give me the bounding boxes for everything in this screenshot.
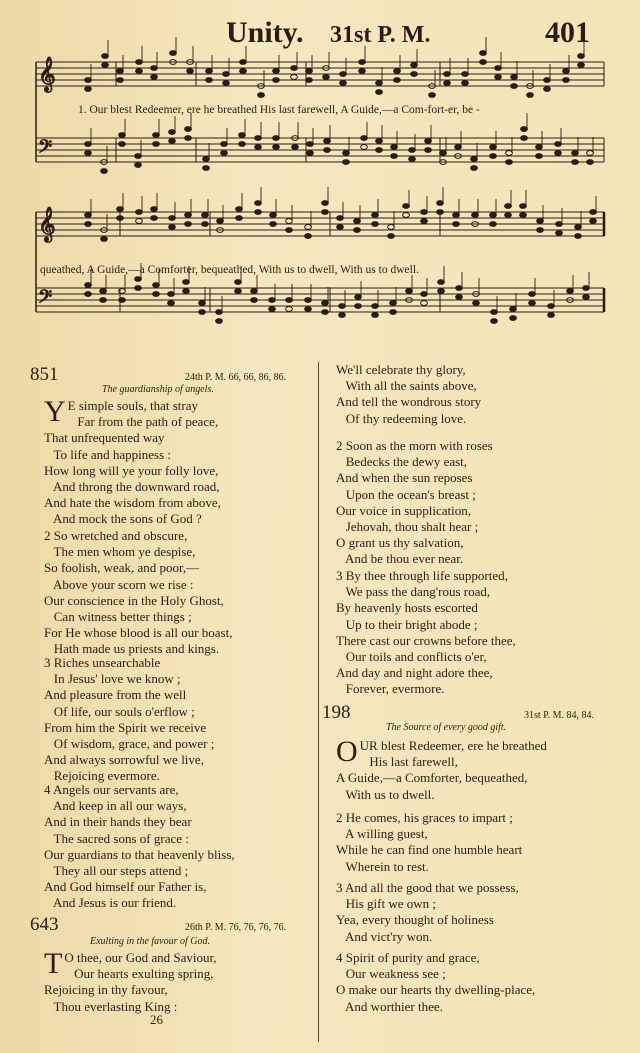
hymn-851-verse-1: Y E simple souls, that stray Far from the path of peace, That unfrequented way To life and happiness : How long will ye your folly love, And throng the downward road, And hate the wisdom from above, And mock the sons of God ? (44, 395, 221, 527)
hymn-subtitle-851: The guardianship of angels. (102, 384, 214, 395)
hymn-meter-643: 26th P. M. 76, 76, 76, 76. (185, 922, 287, 933)
hymn-643-verse-3: 3 By thee through life supported, We pass the dang'rous road, By heavenly hosts escorted Up to their bright abode ; There cast our crowns before thee, Our toils and conflicts o'er, And day and night adore thee, Forever, evermore. (336, 568, 516, 697)
hymn-198-verse-2: 2 He comes, his graces to impart ; A willing guest, While he can find one humble heart Wherein to rest. (336, 810, 523, 874)
hymn-643-continued: We'll celebrate thy glory, With all the saints above, And tell the wondrous story Of thy redeeming love. (336, 362, 482, 426)
svg-text:𝄢: 𝄢 (38, 287, 53, 312)
hymn-643-verse-1: T O thee, our God and Saviour, Our hearts exulting spring, Rejoicing in thy favour, Thou everlasting King : (44, 947, 217, 1014)
tune-meter: 31st P. M. (330, 22, 431, 48)
dropcap: O (336, 735, 358, 768)
hymn-851-verse-2: 2 So wretched and obscure, The men whom ye despise, So foolish, weak, and poor,— Above your scorn we rise : Our conscience in the Holy Ghost, Can witness better things ; For He whose blood is all our boast, Hath made us priests and kings. (44, 528, 233, 657)
hymn-subtitle-643: Exulting in the favour of God. (90, 936, 210, 947)
hymn-198-verse-1: OUR blest Redeemer, ere he breathed His last farewell, A Guide,—a Comforter, bequeathed, With us to dwell. (336, 735, 547, 802)
svg-text:𝄞: 𝄞 (38, 207, 56, 242)
hymn-851-verse-3: 3 Riches unsearchable In Jesus' love we know ; And pleasure from the well Of life, our souls o'erflow ; From him the Spirit we receive Of wisdom, grace, and power ; And always sorrowful we live, Rejoicing evermore. (44, 655, 215, 784)
dropcap: Y (44, 395, 66, 428)
hymn-meter-198: 31st P. M. 84, 84. (524, 710, 595, 721)
page-number: 401 (545, 16, 590, 49)
hymn-198-verse-4: 4 Spirit of purity and grace, Our weakness see ; O make our hearts thy dwelling-place, And worthier thee. (336, 950, 536, 1014)
music-score (0, 0, 640, 360)
hymn-643-verse-2: 2 Soon as the morn with roses Bedecks the dewy east, And when the sun reposes Upon the ocean's breast ; Our voice in supplication, Jehovah, thou shalt hear ; O grant us thy salvation, And be thou ever near. (336, 438, 493, 567)
dropcap: T (44, 947, 63, 980)
svg-text:𝄞: 𝄞 (38, 57, 56, 92)
column-divider (318, 362, 319, 1042)
svg-text:𝄢: 𝄢 (38, 137, 53, 162)
hymn-198-verse-3: 3 And all the good that we possess, His gift we own ; Yea, every thought of holiness And vict'ry won. (336, 880, 519, 944)
footer-page-number: 26 (150, 1012, 163, 1027)
hymn-subtitle-198: The Source of every good gift. (386, 722, 507, 733)
hymn-number-198: 198 (322, 702, 351, 723)
tune-title: Unity. (226, 16, 304, 49)
hymn-meter-851: 24th P. M. 66, 66, 86, 86. (185, 372, 287, 383)
hymn-number-643: 643 (30, 914, 59, 935)
lyrics-line-1: 1. Our blest Redeemer, ere he breathed His last farewell, A Guide,—a Com-fort-er, be - (78, 104, 480, 116)
lyrics-line-2: queathed, A Guide,—a Comforter, bequeathed, With us to dwell, With us to dwell. (40, 264, 419, 276)
hymn-851-verse-4: 4 Angels our servants are, And keep in all our ways, And in their hands they bear The sacred sons of grace : Our guardians to that heavenly bliss, They all our steps attend ; And God himself our Father is, And Jesus is our friend. (44, 782, 235, 911)
hymn-number-851: 851 (30, 364, 59, 385)
